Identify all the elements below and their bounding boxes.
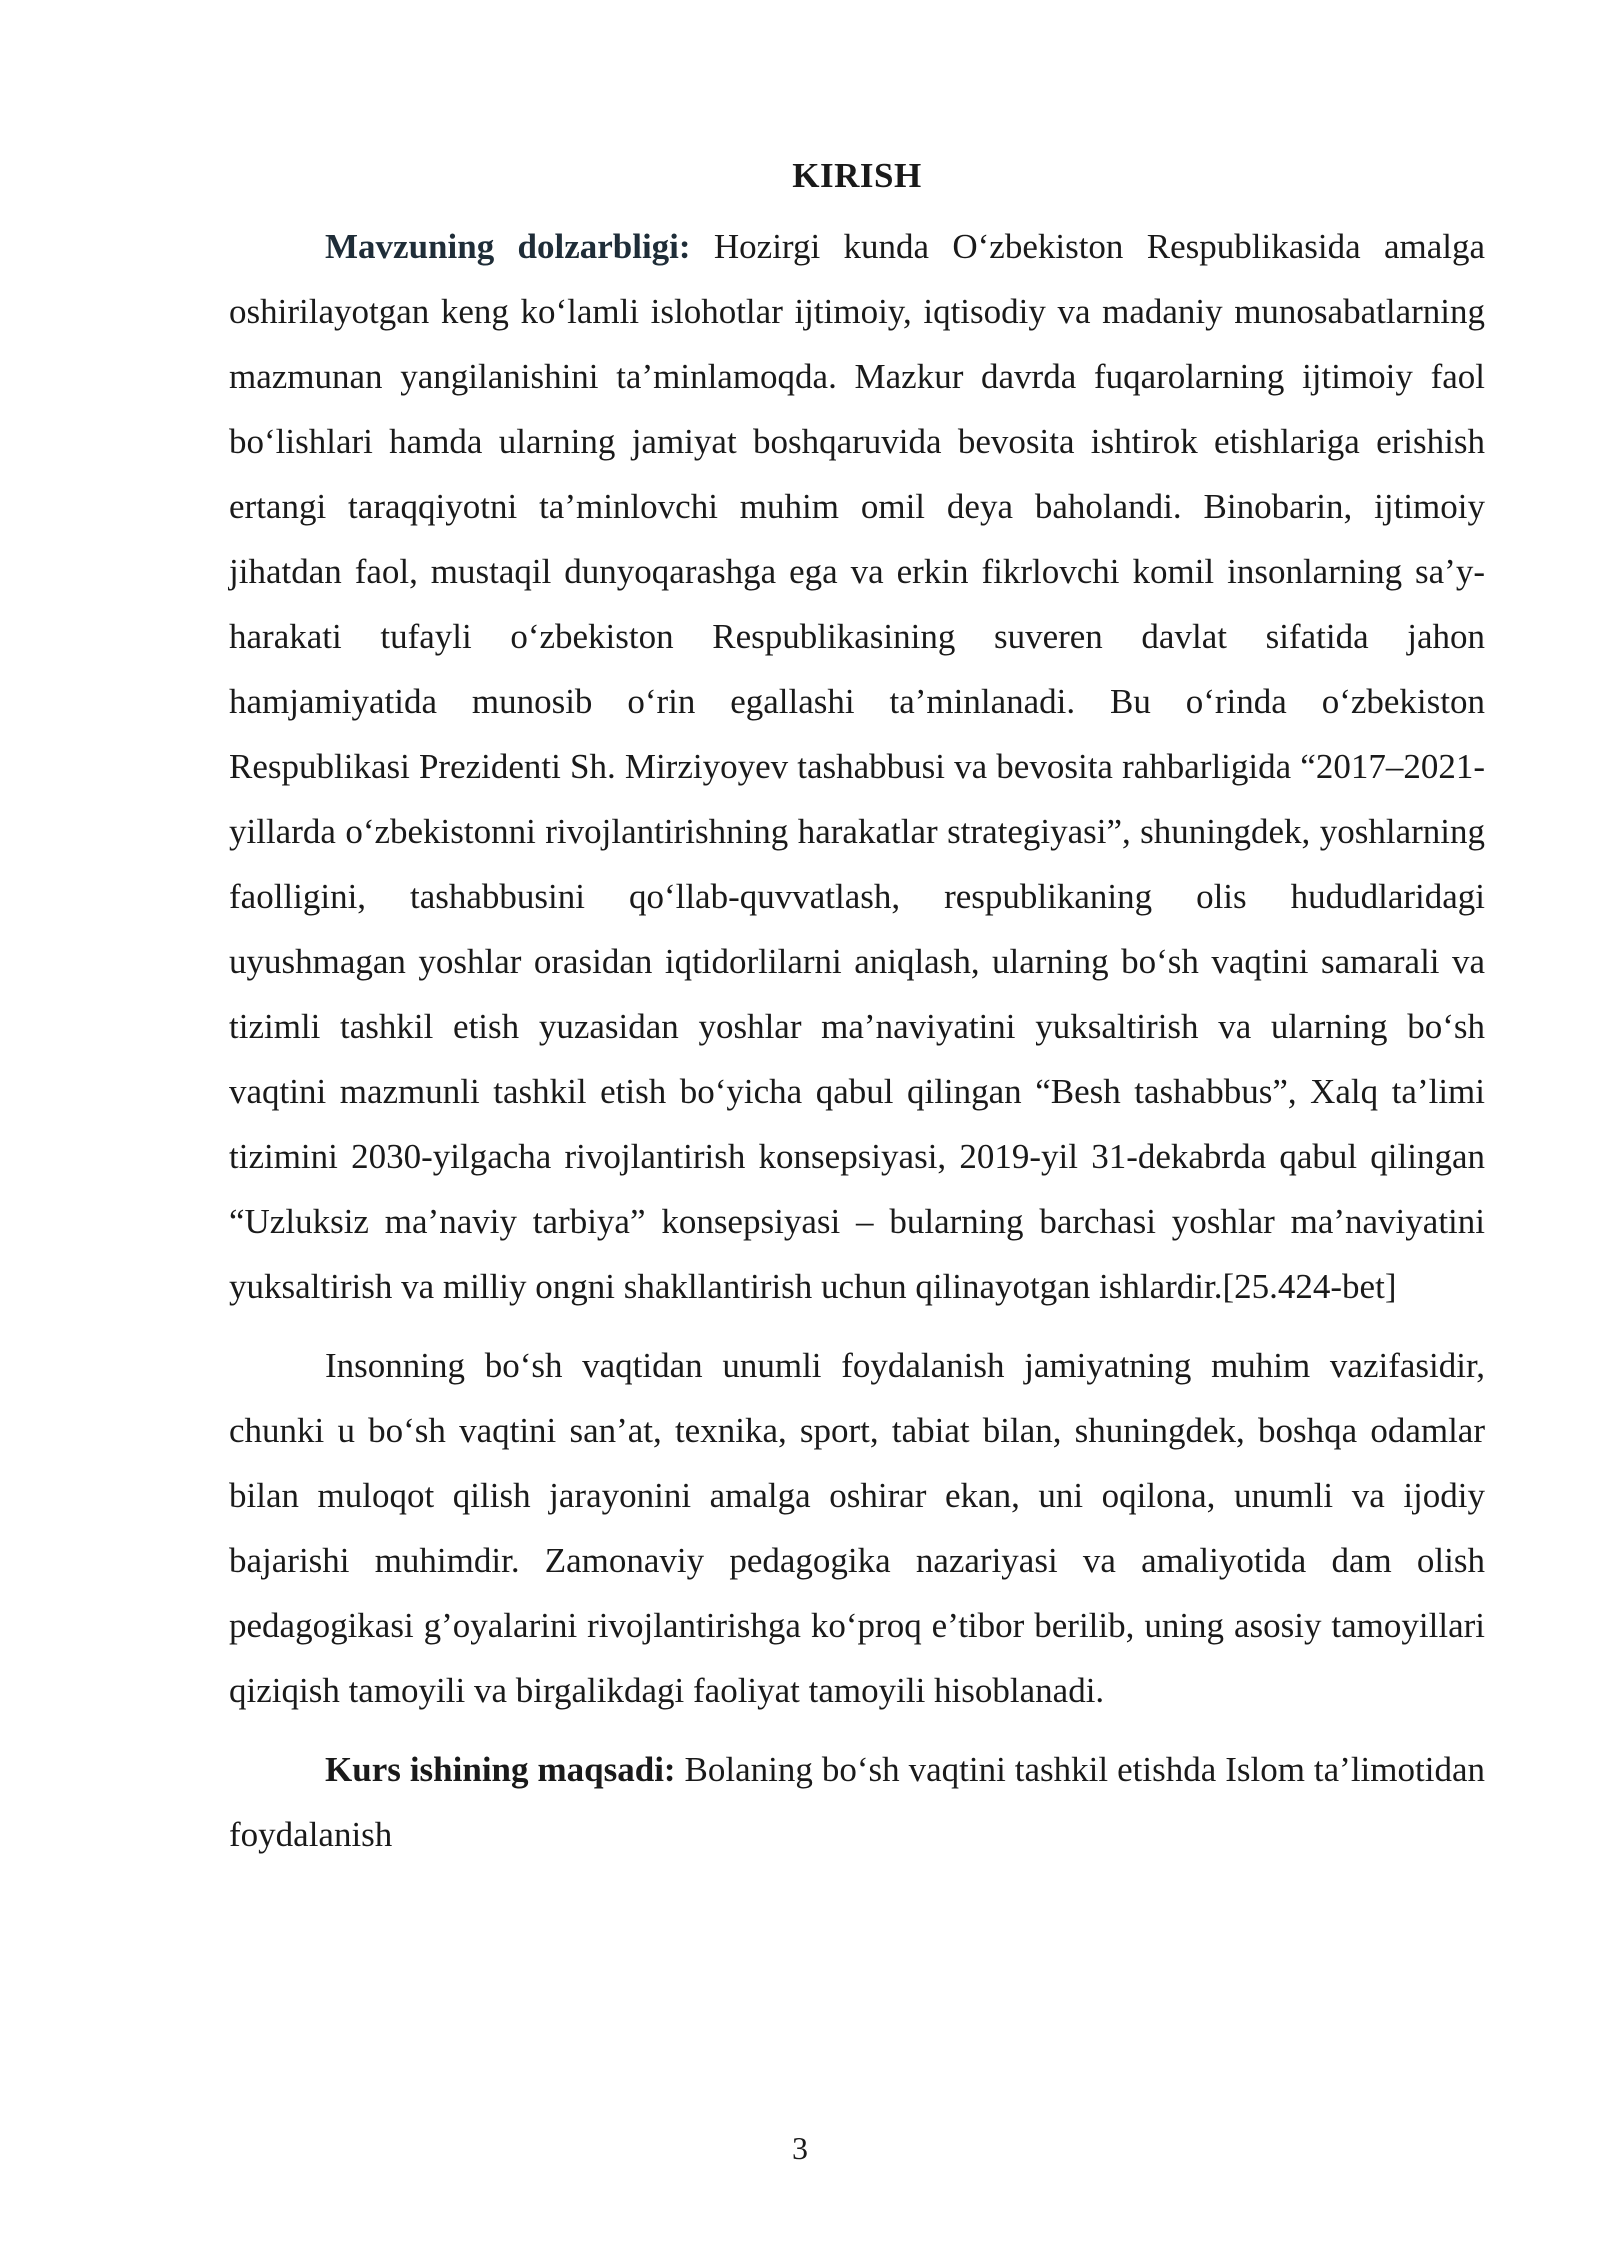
page-number: 3	[792, 2130, 808, 2166]
paragraph-text-goal: Bolaning bo‘sh vaqtini tashkil etishda Islom ta’limotidan foydalanish	[229, 1750, 1485, 1854]
paragraph-goal	[229, 1737, 1485, 1867]
paragraph-leisure	[229, 1333, 1485, 1723]
paragraph-text-relevance: Hozirgi kunda O‘zbekiston Respublikasida amalga oshirilayotgan keng ko‘lamli islohotlar ijtimoiy, iqtisodiy va madaniy munosabatlarning mazmunan yangilanishini ta’minlamoqda. Mazkur davrda fuqarolarning ijtimoiy faol bo‘lishlari hamda ularning jamiyat boshqaruvida bevosita ishtirok etishlariga erishish ertangi taraqqiyotni ta’minlovchi muhim omil deya baholandi. Binobarin, ijtimoiy jihatdan faol, mustaqil dunyoqarashga ega va erkin fikrlovchi komil insonlarning sa’y-harakati tufayli o‘zbekiston Respublikasining suveren davlat sifatida jahon hamjamiyatida munosib o‘rin egallashi ta’minlanadi. Bu o‘rinda o‘zbekiston Respublikasi Prezidenti Sh. Mirziyoyev tashabbusi va bevosita rahbarligida “2017–2021-yillarda o‘zbekistonni rivojlantirishning harakatlar strategiyasi”, shuningdek, yoshlarning faolligini, tashabbusini qo‘llab-quvvatlash, respublikaning olis hududlaridagi uyushmagan yoshlar orasidan iqtidorlilarni aniqlash, ularning bo‘sh vaqtini samarali va tizimli tashkil etish yuzasidan yoshlar ma’naviyatini yuksaltirish va ularning bo‘sh vaqtini mazmunli tashkil etish bo‘yicha qabul qilingan “Besh tashabbus”, Xalq ta’limi tizimini 2030-yilgacha rivojlantirish konsepsiyasi, 2019-yil 31-dekabrda qabul qilingan “Uzluksiz ma’naviy tarbiya” konsepsiyasi – bularning barchasi yoshlar ma’naviyatini yuksaltirish va milliy ongni shakllantirish uchun qilinayotgan ishlardir.[25.424-bet]	[229, 227, 1485, 1306]
paragraph-text-leisure: Insonning bo‘sh vaqtidan unumli foydalanish jamiyatning muhim vazifasidir, chunki u bo‘sh vaqtini san’at, texnika, sport, tabiat bilan, shuningdek, boshqa odamlar bilan muloqot qilish jarayonini amalga oshirar ekan, uni oqilona, unumli va ijodiy bajarishi muhimdir. Zamonaviy pedagogika nazariyasi va amaliyotida dam olish pedagogikasi g’oyalarini rivojlantirishga ko‘proq e’tibor berilib, uning asosiy tamoyillari qiziqish tamoyili va birgalikdagi faoliyat tamoyili hisoblanadi.	[229, 1346, 1485, 1710]
paragraph-lead-relevance: Mavzuning dolzarbligi:	[325, 227, 691, 266]
paragraph-lead-goal: Kurs ishining maqsadi:	[325, 1750, 676, 1789]
page-content	[229, 148, 1485, 1867]
page-title: KIRISH	[792, 156, 922, 195]
paragraph-relevance	[229, 214, 1485, 1319]
